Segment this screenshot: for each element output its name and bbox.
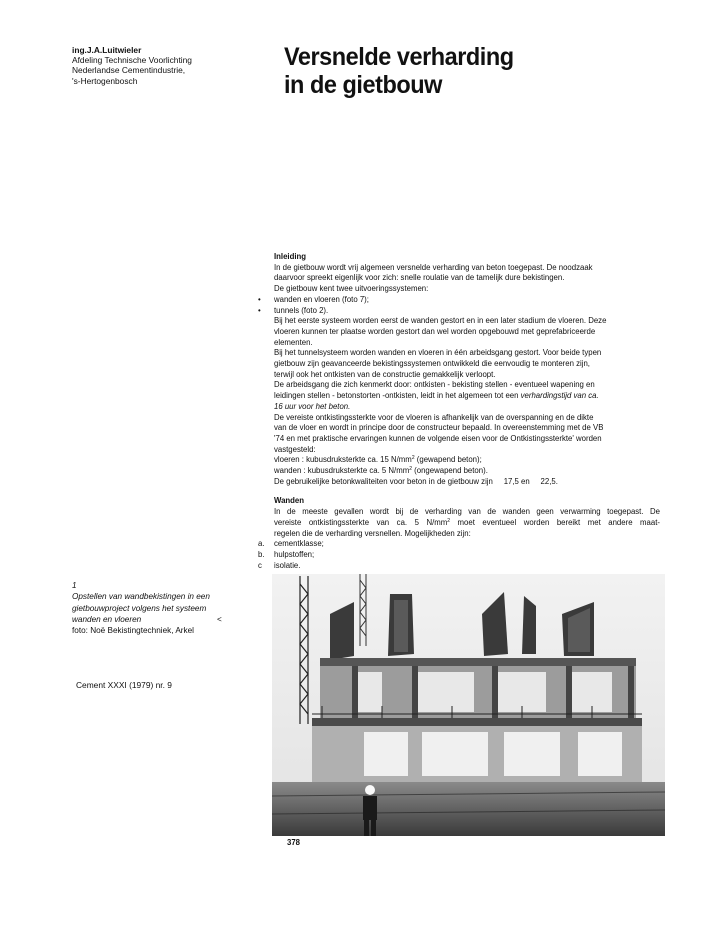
article-title-line: Versnelde verharding — [284, 43, 514, 71]
caption-line: gietbouwproject volgens het systeem — [72, 603, 207, 613]
author-name: ing.J.A.Luitwieler — [72, 45, 142, 55]
body-line: terwijl ook het ontkisten van de constructie gemakkelijk verloopt. — [274, 369, 496, 379]
requirement-wanden: wanden : kubusdruksterkte ca. 5 $N/mm^2$ (ongewapend beton). — [274, 466, 488, 476]
caption-line: wanden en vloeren — [72, 614, 142, 624]
body-line: Bij het tunnelsysteem worden wanden en vloeren in één arbeidsgang gestort. Voor beide typen — [274, 348, 602, 358]
construction-site-photo — [272, 574, 665, 836]
photo-credit: foto: Noë Bekistingtechniek, Arkel — [72, 626, 194, 636]
article-title-line: in de gietbouw — [284, 71, 442, 99]
list-item: c isolatie. — [258, 560, 301, 570]
author-affiliation-line: 's-Hertogenbosch — [72, 75, 138, 86]
body-line: vloeren kunnen ter plaatse worden gestort dan wel worden opgebouwd met geprefabriceerde — [274, 326, 596, 336]
body-line: In de gietbouw wordt vrij algemeen versnelde verharding van beton toegepast. De noodzaak — [274, 262, 593, 272]
requirement-vloeren: vloeren : kubusdruksterkte ca. 15 $N/mm^2$ (gewapend beton); — [274, 455, 482, 465]
body-line: '74 en met praktische ervaringen kunnen de volgende eisen voor de Ontkistingssterkte' worden — [274, 433, 602, 443]
section-heading-inleiding: Inleiding — [274, 252, 307, 261]
body-line: daarvoor spreekt eigenlijk voor zich: snelle roulatie van de tamelijk dure bekistingen. — [274, 273, 565, 283]
journal-reference: Cement XXXI (1979) nr. 9 — [76, 680, 172, 690]
list-item: • wanden en vloeren (foto 7); — [258, 294, 369, 304]
body-line: van de vloer en wordt in principe door de constructeur bepaald. In overeenstemming met de VB — [274, 423, 604, 433]
article-body — [258, 252, 660, 571]
list-item: a. cementklasse; — [258, 539, 324, 549]
author-affiliation-line: Afdeling Technische Voorlichting — [72, 55, 192, 66]
section-heading-wanden: Wanden — [274, 496, 305, 506]
body-line: vastgesteld: — [274, 444, 316, 454]
body-line: De vereiste ontkistingssterkte voor de vloeren is afhankelijk van de overspanning en de dikte — [274, 412, 594, 422]
bullet-marker: • — [258, 294, 261, 304]
body-line: De gebruikelijke betonkwaliteiten voor beton in de gietbouw zijn 17,5 en 22,5. — [274, 476, 558, 486]
body-line: leidingen stellen - betonstorten -ontkisten, leidt in het algemeen tot een verhardingstijd van ca. — [274, 391, 599, 401]
caption-number: 1 — [72, 581, 77, 590]
body-line: In de meeste gevallen wordt bij de verharding van de wanden geen verwarming toegepast. De — [274, 507, 660, 517]
photo-caption — [72, 580, 242, 636]
body-line: elementen. — [274, 337, 313, 347]
emphasis: verhardingstijd van ca. — [520, 391, 599, 401]
author-affiliation-line: Nederlandse Cementindustrie, — [72, 65, 186, 76]
body-line — [258, 402, 660, 413]
body-line: gietbouw zijn geavanceerde bekistingssystemen ontwikkeld die eenvoudig te monteren zijn, — [274, 359, 590, 369]
caption-arrow: < — [217, 615, 222, 624]
caption-line: Opstellen van wandbekistingen in een — [72, 592, 210, 602]
article-title — [284, 43, 641, 99]
bullet-marker: • — [258, 305, 261, 315]
body-line: De arbeidsgang die zich kenmerkt door: ontkisten - bekisting stellen - eventueel wapening en — [274, 380, 595, 390]
body-line: Bij het eerste systeem worden eerst de wanden gestort en in een later stadium de vloeren. Deze — [274, 316, 607, 326]
list-item: • tunnels (foto 2). — [258, 305, 329, 315]
page-number: 378 — [287, 838, 301, 847]
body-line: vereiste ontkistingssterkte van ca. 5 $N/mm^2$ moet eventueel worden bereikt met andere maat- — [274, 517, 660, 527]
author-block — [72, 45, 242, 86]
body-line: regelen die de verharding versnellen. Mogelijkheden zijn: — [274, 528, 471, 538]
emphasis: 16 uur voor het beton. — [274, 401, 351, 411]
list-item: b. hulpstoffen; — [258, 549, 315, 559]
body-line: De gietbouw kent twee uitvoeringssystemen: — [274, 284, 429, 294]
